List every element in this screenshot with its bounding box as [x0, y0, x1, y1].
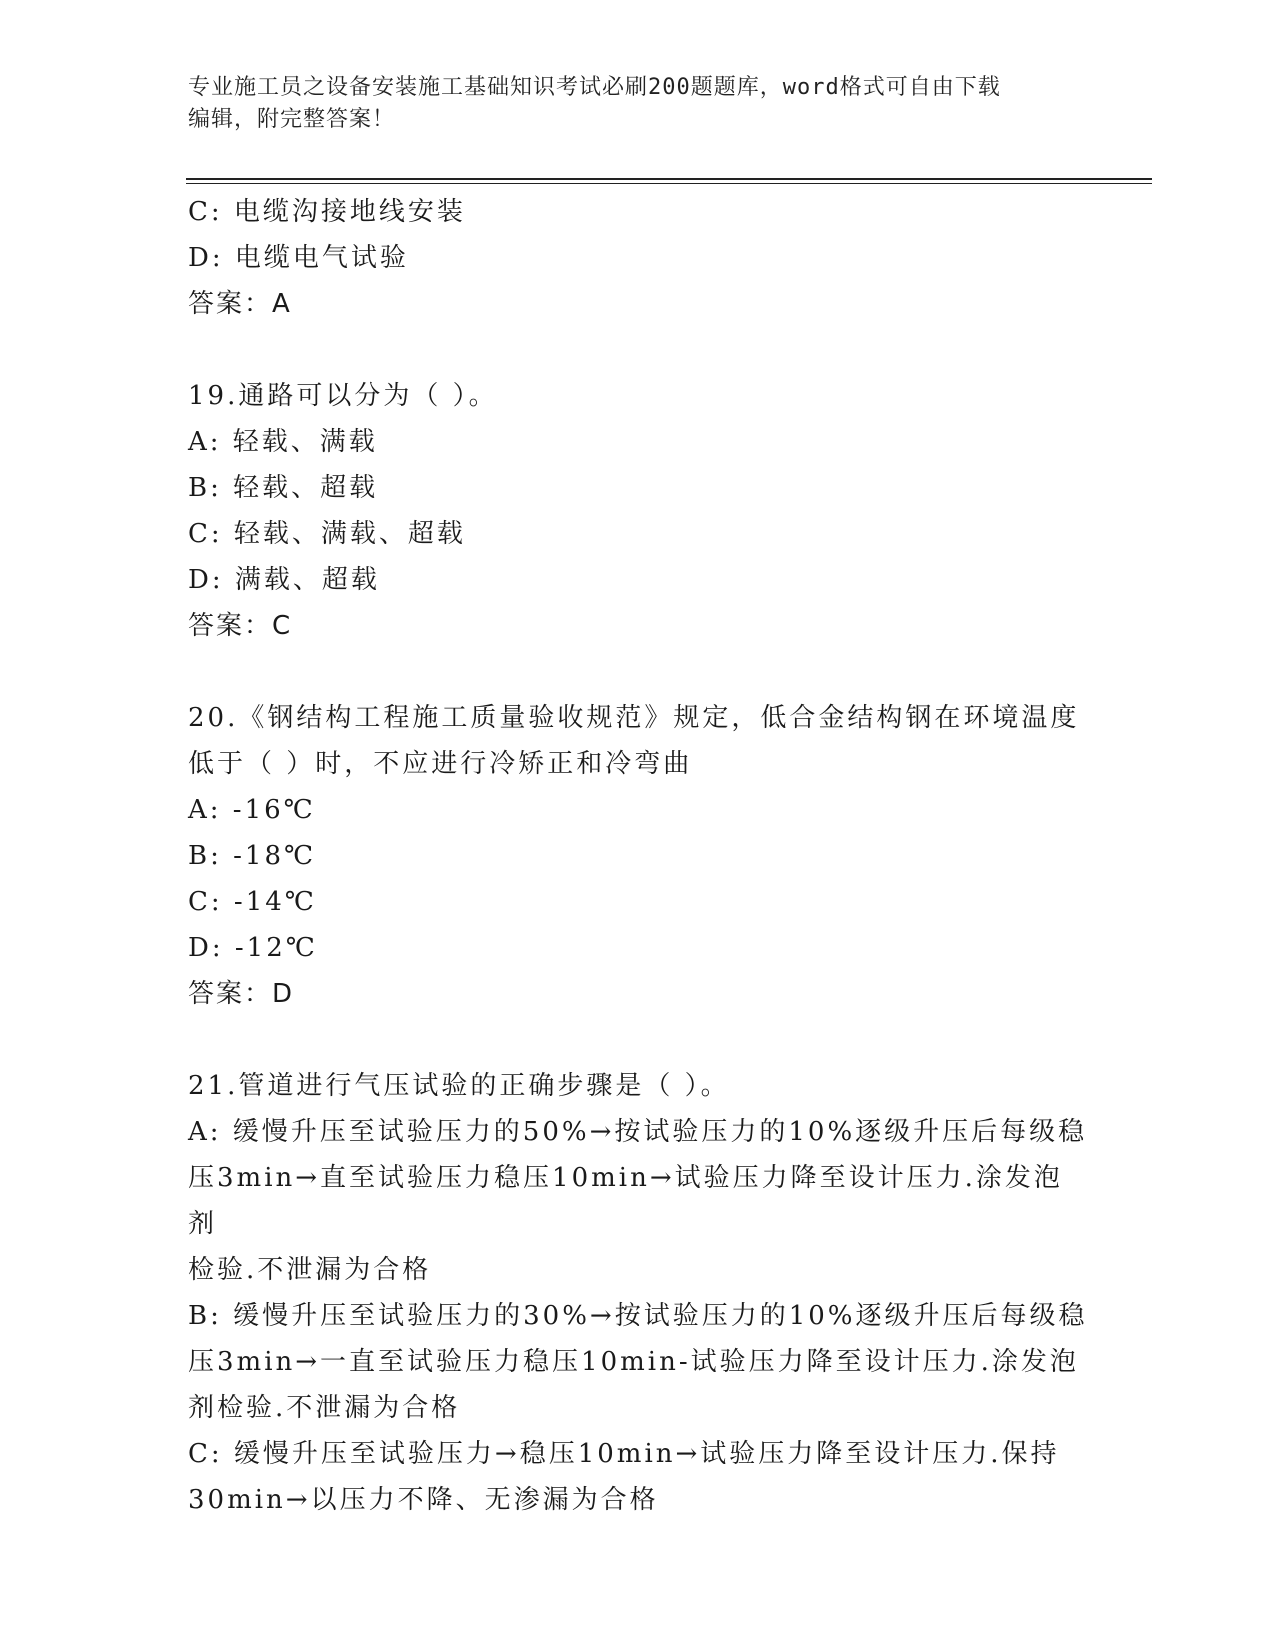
q20-option-d: D: -12℃ — [188, 933, 318, 963]
q19-option-c: C: 轻载、满载、超载 — [188, 519, 466, 549]
q19-option-b: B: 轻载、超载 — [188, 473, 379, 503]
spacer — [188, 649, 1088, 695]
header-title-line-2: 编辑，附完整答案！ — [188, 107, 396, 132]
q21-stem: 21.管道进行气压试验的正确步骤是（ ）。 — [188, 1071, 730, 1101]
q21-option-b-line-3: 剂检验.不泄漏为合格 — [188, 1393, 461, 1423]
q20-option-c: C: -14℃ — [188, 887, 317, 917]
q19-stem: 19.通路可以分为（ ）。 — [188, 381, 498, 411]
spacer — [188, 327, 1088, 373]
q21-option-c-line-2: 30min→以压力不降、无渗漏为合格 — [188, 1485, 659, 1515]
header-divider-thick — [186, 178, 1152, 180]
q20-option-b: B: -18℃ — [188, 841, 317, 871]
q20-option-a: A: -16℃ — [188, 795, 316, 825]
header-divider-thin — [186, 183, 1152, 184]
prev-option-d: D: 电缆电气试验 — [188, 243, 409, 273]
q21-option-c-line-1: C: 缓慢升压至试验压力→稳压10min→试验压力降至设计压力.保持 — [188, 1439, 1060, 1469]
page-header — [188, 72, 1088, 136]
q21-option-a-line-2: 压3min→直至试验压力稳压10min→试验压力降至设计压力.涂发泡剂 — [188, 1163, 1063, 1239]
q19-option-a: A: 轻载、满载 — [188, 427, 378, 457]
prev-option-c: C: 电缆沟接地线安装 — [188, 197, 466, 227]
prev-answer: 答案：A — [188, 289, 292, 319]
q21-option-b-line-2: 压3min→一直至试验压力稳压10min-试验压力降至设计压力.涂发泡 — [188, 1347, 1079, 1377]
spacer — [188, 1017, 1088, 1063]
q19-option-d: D: 满载、超载 — [188, 565, 380, 595]
q20-stem-line-1: 20.《钢结构工程施工质量验收规范》规定，低合金结构钢在环境温度 — [188, 703, 1080, 733]
header-title-line-1: 专业施工员之设备安装施工基础知识考试必刷200题题库，word格式可自由下载 — [188, 75, 1001, 100]
q20-answer: 答案：D — [188, 979, 295, 1009]
q21-option-b-line-1: B: 缓慢升压至试验压力的30%→按试验压力的10%逐级升压后每级稳 — [188, 1301, 1088, 1331]
q21-option-a-line-1: A: 缓慢升压至试验压力的50%→按试验压力的10%逐级升压后每级稳 — [188, 1117, 1088, 1147]
q21-option-a-line-3: 检验.不泄漏为合格 — [188, 1255, 432, 1285]
q20-stem-line-2: 低于（ ）时，不应进行冷矫正和冷弯曲 — [188, 749, 693, 779]
document-body — [188, 189, 1088, 1523]
q19-answer: 答案：C — [188, 611, 293, 641]
